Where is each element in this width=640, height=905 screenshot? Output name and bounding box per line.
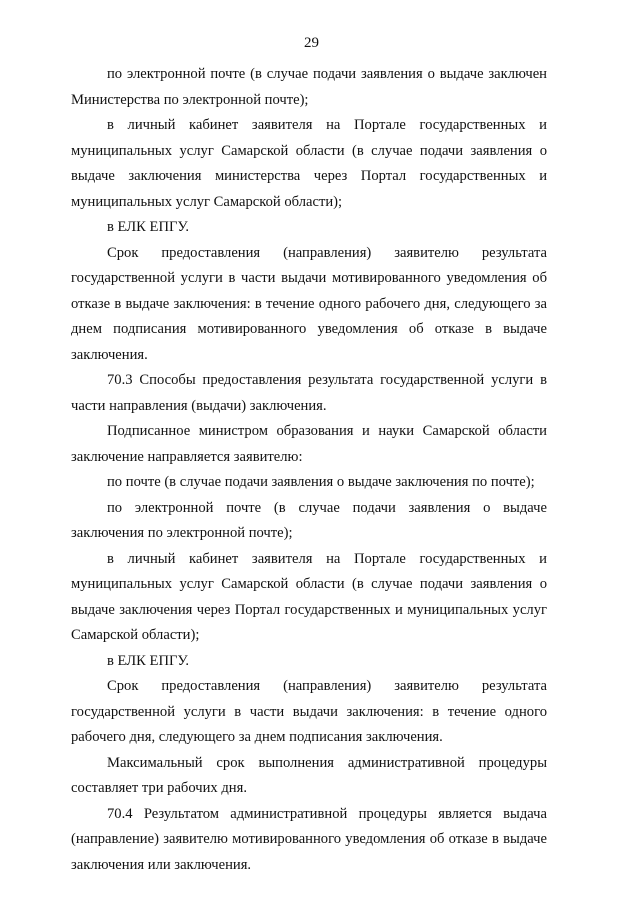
paragraph: 70.4 Результатом административной процедуры является выдача (направление) заявителю мотивированного уведомления об отказе в выдаче заключения или заключения.	[71, 805, 547, 873]
paragraph: Подписанное министром образования и науки Самарской области заключение направляется заявителю:	[71, 423, 547, 465]
paragraph: 70.3 Способы предоставления результата государственной услуги в части направления (выдачи) заключения.	[71, 372, 547, 414]
paragraph: в личный кабинет заявителя на Портале государственных и муниципальных услуг Самарской области (в случае подачи заявления о выдаче заключения министерства через Портал государственных и муниципальных услуг Самарской области);	[71, 117, 547, 210]
paragraph: в ЕЛК ЕПГУ.	[107, 652, 190, 669]
paragraph: по почте (в случае подачи заявления о выдаче заключения по почте);	[107, 474, 535, 490]
paragraph: по электронной почте (в случае подачи заявления о выдаче заключения по электронной почте);	[71, 499, 547, 541]
paragraph: Максимальный срок выполнения административной процедуры составляет три рабочих дня.	[71, 754, 547, 796]
paragraph: Срок предоставления (направления) заявителю результата государственной услуги в части выдачи заключения: в течение одного рабочего дня, следующего за днем подписания заключения.	[71, 678, 547, 745]
document-body	[71, 62, 547, 878]
paragraph: по электронной почте (в случае подачи заявления о выдаче заключен Министерства по электронной почте);	[71, 66, 547, 108]
page-number: 29	[304, 35, 319, 51]
paragraph: в личный кабинет заявителя на Портале государственных и муниципальных услуг Самарской области (в случае подачи заявления о выдаче заключения через Портал государственных и муниципальных услуг Самарской области);	[71, 550, 547, 643]
paragraph: Срок предоставления (направления) заявителю результата государственной услуги в части выдачи мотивированного уведомления об отказе в выдаче заключения: в течение одного рабочего дня, следующего за днем подписания мотивированного уведомления об отказе в выдаче заключения.	[71, 244, 547, 363]
paragraph: в ЕЛК ЕПГУ.	[107, 219, 190, 235]
